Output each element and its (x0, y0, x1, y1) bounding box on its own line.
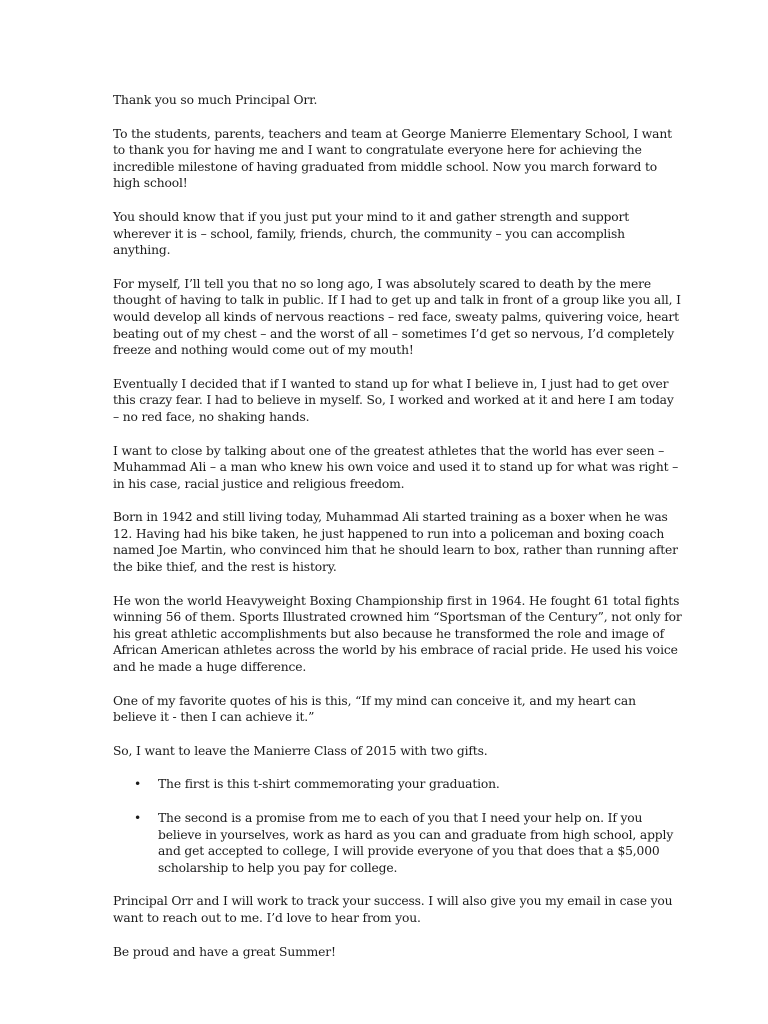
paragraph-two-gifts: So, I want to leave the Manierre Class of 2015 with two gifts. (113, 743, 488, 758)
speech-body (113, 92, 683, 977)
list-item (113, 810, 683, 876)
gifts-list (113, 776, 683, 876)
bullet-icon: • (134, 777, 142, 792)
paragraph-track-success: Principal Orr and I will work to track your success. I will also give you my email in case you want to reach out to me. I’d love to hear from you. (113, 894, 673, 925)
paragraph-favorite-quote: One of my favorite quotes of his is this, “If my mind can conceive it, and my heart can believe it - then I can achieve it.” (113, 693, 636, 725)
paragraph-closing: Be proud and have a great Summer! (113, 944, 336, 959)
paragraph-congratulations: To the students, parents, teachers and team at George Manierre Elementary School, I want to thank you for having me and I want to congratulate everyone here for achieving the incredible milestone of having graduated from middle school. Now you march forward to high school! (113, 126, 672, 191)
bullet-text-scholarship: The second is a promise from me to each of you that I need your help on. If you believe in yourselves, work as hard as you can and graduate from high school, apply and get accepted to college, I will provide everyone of you that does that a $5,000 scholarship to help you pay for college. (158, 811, 674, 875)
paragraph-overcoming-fear: Eventually I decided that if I wanted to stand up for what I believe in, I just had to get over this crazy fear. I had to believe in myself. So, I worked and worked at it and here I am today – no red face, no shaking hands. (113, 376, 674, 424)
bullet-icon: • (134, 811, 142, 825)
paragraph-muhammad-ali-intro: I want to close by talking about one of the greatest athletes that the world has ever seen – Muhammad Ali – a man who knew his own voice and used it to stand up for what was right – in his case, racial justice and religious freedom. (113, 443, 679, 491)
bullet-text-tshirt: The first is this t-shirt commemorating your graduation. (158, 777, 500, 792)
paragraph-accomplish-anything: You should know that if you just put your mind to it and gather strength and support wherever it is – school, family, friends, church, the community – you can accomplish anything. (113, 209, 630, 258)
paragraph-ali-early-life: Born in 1942 and still living today, Muhammad Ali started training as a boxer when he was 12. Having had his bike taken, he just happened to run into a policeman and boxing coach named Joe Martin, who convinced him that he should learn to box, rather than running after the bike thief, and the rest is history. (113, 510, 678, 575)
paragraph-ali-championship: He won the world Heavyweight Boxing Championship first in 1964. He fought 61 total fights winning 56 of them. Sports Illustrated crowned him “Sportsman of the Century”, not only for his great athletic accomplishments but also because he transformed the role and image of African American athletes across the world by his embrace of racial pride. He used his voice and he made a huge difference. (113, 593, 682, 675)
list-item (113, 776, 683, 793)
paragraph-public-speaking-fear: For myself, I’ll tell you that no so long ago, I was absolutely scared to death by the mere thought of having to talk in public. If I had to get up and talk in front of a group like you all, I would develop all kinds of nervous reactions – red face, sweaty palms, quivering voice, heart beating out of my chest – and the worst of all – sometimes I’d get so nervous, I’d completely freeze and nothing would come out of my mouth! (113, 276, 681, 358)
paragraph-greeting: Thank you so much Principal Orr. (113, 93, 318, 107)
